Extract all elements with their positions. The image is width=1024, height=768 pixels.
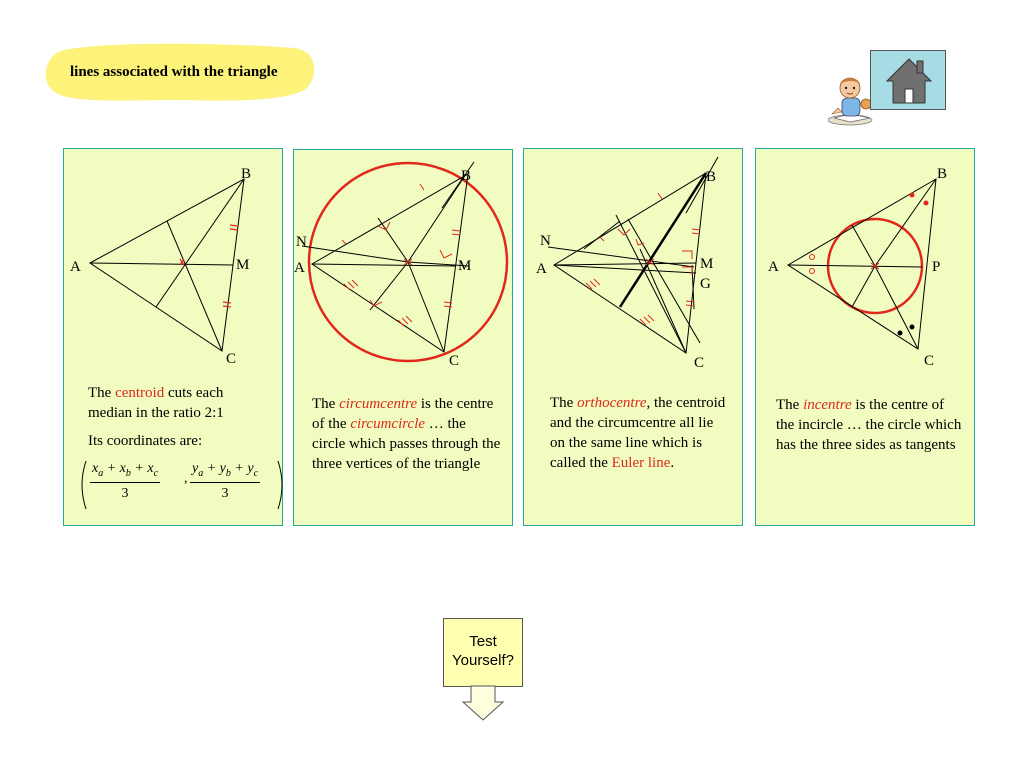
formula-comma: , (184, 471, 188, 486)
test-yourself-button[interactable] (443, 618, 523, 722)
point-a-label: A (536, 261, 547, 277)
triangle-abc (312, 174, 468, 352)
text-part: is the centre of the (312, 396, 494, 432)
euler-line-panel (523, 148, 743, 526)
text-part: is the centre of the incircle … the circle which has the three sides as tangents (776, 397, 962, 453)
circumcentre-description (312, 394, 502, 474)
circumcircle-term: circumcircle (350, 416, 426, 432)
text-part: The (776, 397, 804, 413)
point-c-label: C (449, 353, 460, 369)
text-part: … the circle which passes through the three vertices of the triangle (312, 416, 501, 472)
centroid-description (88, 383, 258, 451)
incentre-term: incentre (803, 397, 852, 413)
triangle-abc (788, 179, 936, 349)
test-label-line1: Test (469, 633, 497, 650)
point-b-label: B (937, 166, 948, 182)
median-c (167, 221, 222, 351)
text-part: The (88, 385, 116, 401)
x-fraction: $\frac{x_a + x_b + x_c}{3}$ (92, 461, 159, 501)
point-c-label: C (924, 353, 935, 369)
text-part: cuts each median in the ratio 2:1 (88, 385, 224, 421)
circumcentre-panel (293, 149, 513, 526)
euler-line-description (550, 393, 730, 473)
child-reading-icon (828, 74, 876, 126)
point-b-label: B (241, 166, 252, 182)
text-part: . (670, 455, 675, 471)
orthocentre-term: orthocentre (577, 395, 647, 411)
text-part: The (550, 395, 578, 411)
page-title: lines associated with the triangle (70, 64, 278, 80)
home-button[interactable] (870, 50, 946, 110)
median-am (90, 263, 233, 265)
centroid-panel (63, 148, 283, 526)
point-a-label: A (70, 259, 81, 275)
text-part: The (312, 396, 340, 412)
point-b-label: B (461, 168, 472, 184)
euler-line-term: Euler line (611, 455, 671, 471)
point-c-label: C (694, 355, 705, 371)
y-fraction: $\frac{y_a + y_b + y_c}{3}$ (192, 461, 259, 501)
point-n-label: N (296, 234, 307, 250)
point-a-label: A (768, 259, 779, 275)
coordinates-label: Its coordinates are: (88, 433, 203, 449)
point-n-label: N (540, 233, 551, 249)
incentre-panel (755, 148, 975, 526)
point-c-label: C (226, 351, 237, 367)
centroid-formula (78, 459, 288, 511)
point-m-label: M (700, 256, 714, 272)
incentre-description (776, 395, 966, 455)
median-b (156, 179, 244, 307)
incentre-diagram (756, 149, 976, 527)
test-label-line2: Yourself? (452, 652, 514, 669)
test-yourself-label (443, 632, 523, 670)
point-g-label: G (700, 276, 711, 292)
text-part: , the centroid and the circumcentre all lie on the same line which is called the (550, 395, 726, 471)
centroid-term: centroid (115, 385, 165, 401)
point-a-label: A (294, 260, 305, 276)
circumcentre-term: circumcentre (339, 396, 418, 412)
point-p-label: P (932, 259, 941, 275)
title-banner (44, 42, 316, 104)
point-m-label: M (458, 258, 472, 274)
point-b-label: B (706, 169, 717, 185)
house-icon (871, 51, 947, 111)
point-m-label: M (236, 257, 250, 273)
